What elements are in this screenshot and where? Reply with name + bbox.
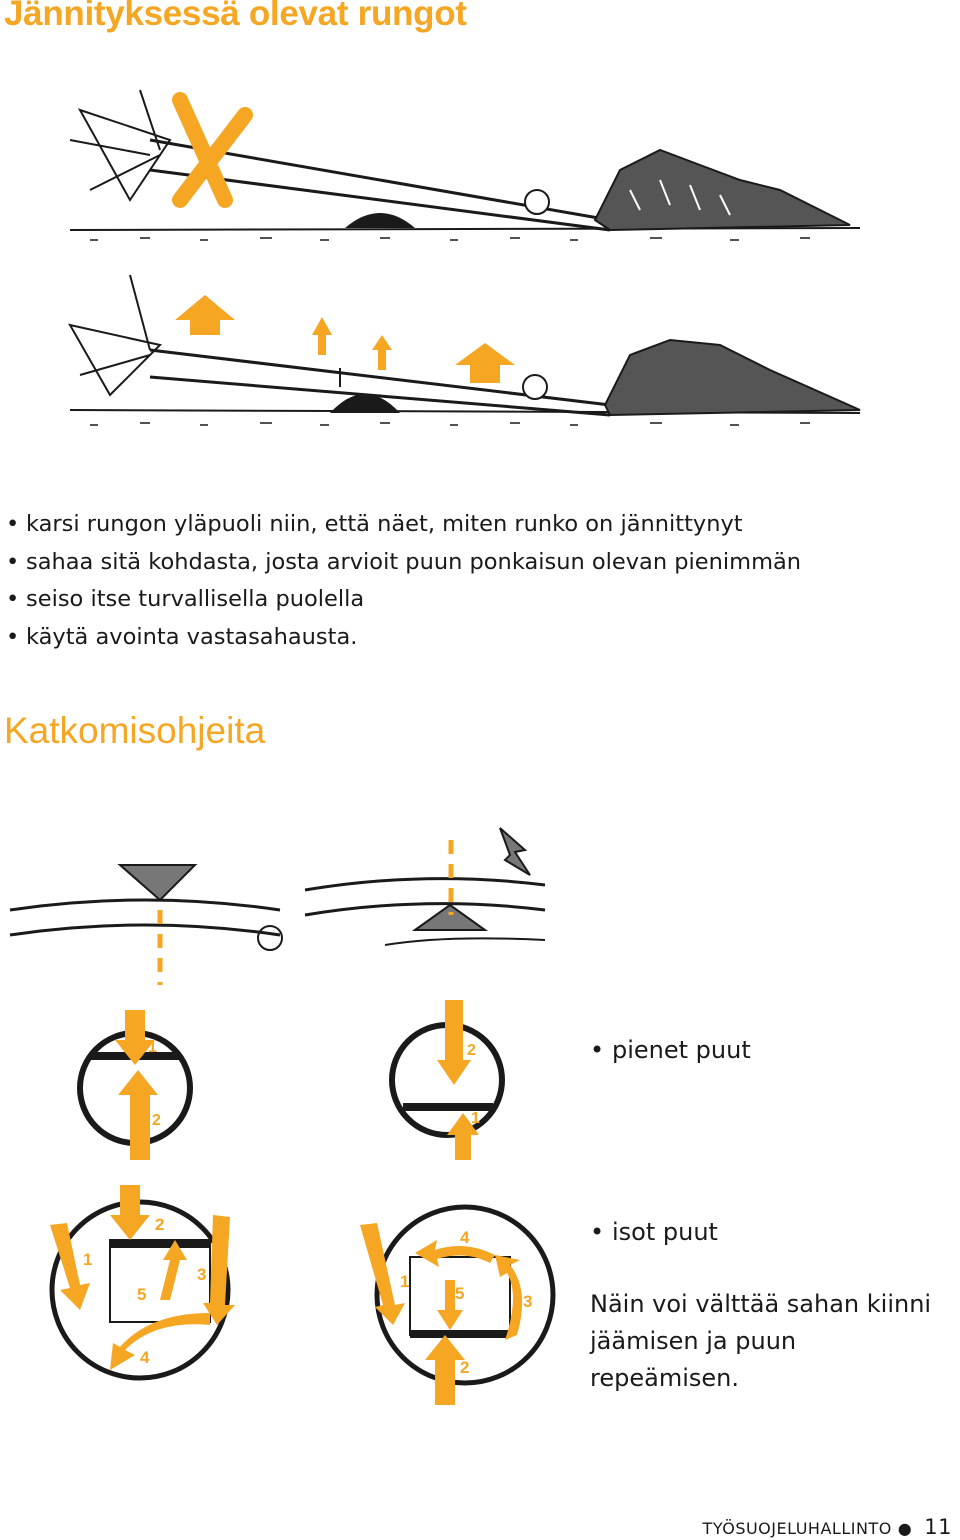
arrow-up-icon: [175, 295, 515, 383]
publisher-name: TYÖSUOJELUHALLINTO: [702, 1519, 892, 1538]
page-number: 11: [924, 1515, 952, 1539]
section-title: Katkomisohjeita: [4, 710, 266, 751]
list-item: • käytä avointa vastasahausta.: [6, 619, 801, 657]
cross-section-small-a: [70, 1000, 210, 1170]
prohibited-x-icon: [180, 100, 245, 200]
cross-section-small-b: [385, 995, 525, 1165]
arrow-up-icon: [425, 1335, 465, 1405]
cut-number: 4: [460, 1228, 470, 1247]
arrow-down-icon: [437, 1000, 471, 1085]
arrow-curve-icon: [495, 1255, 522, 1340]
arrow-down-icon: [120, 865, 195, 900]
list-item: • seiso itse turvallisella puolella: [6, 581, 801, 619]
cut-number: 2: [467, 1042, 476, 1059]
cut-number: 5: [137, 1285, 147, 1304]
cut-number: 2: [155, 1215, 165, 1234]
cut-number: 1: [400, 1272, 410, 1291]
arrow-up-icon: [160, 1240, 187, 1300]
note-text: Näin voi välttää sahan kiinni jäämisen ja puun repeämisen.: [590, 1290, 932, 1392]
label-small-trees: • pienet puut: [590, 1036, 751, 1064]
list-item: • karsi rungon yläpuoli niin, että näet, miten runko on jännittynyt: [6, 506, 801, 544]
cut-number: 4: [140, 1348, 150, 1367]
label-large-trees: • isot puut: [590, 1218, 718, 1246]
cut-number: 3: [197, 1265, 207, 1284]
illustration-bent-logs: [5, 820, 565, 990]
cut-number: 5: [455, 1284, 465, 1303]
arrow-down-icon: [110, 1185, 150, 1240]
cut-number: 2: [152, 1112, 161, 1129]
list-item: • sahaa sitä kohdasta, josta arvioit puun ponkaisun olevan pienimmän: [6, 544, 801, 582]
arrow-curve-icon: [415, 1240, 495, 1267]
cut-number: 2: [460, 1358, 470, 1377]
page-footer: [703, 1515, 952, 1539]
cut-number: 1: [83, 1250, 93, 1269]
illustration-correct-trunk: [50, 265, 910, 435]
cut-number: 3: [523, 1292, 533, 1311]
cross-section-large-b: [355, 1195, 575, 1405]
instruction-list: [6, 506, 801, 656]
cut-number: 1: [148, 1039, 157, 1056]
cross-section-large-a: [45, 1185, 275, 1385]
arrow-down-icon: [500, 828, 530, 875]
bullet-separator: ●: [897, 1519, 913, 1538]
illustration-wrong-trunk: [50, 80, 910, 260]
page-title: Jännityksessä olevat rungot: [4, 0, 467, 33]
cut-number: 1: [471, 1110, 480, 1127]
arrow-up-icon: [415, 905, 485, 930]
